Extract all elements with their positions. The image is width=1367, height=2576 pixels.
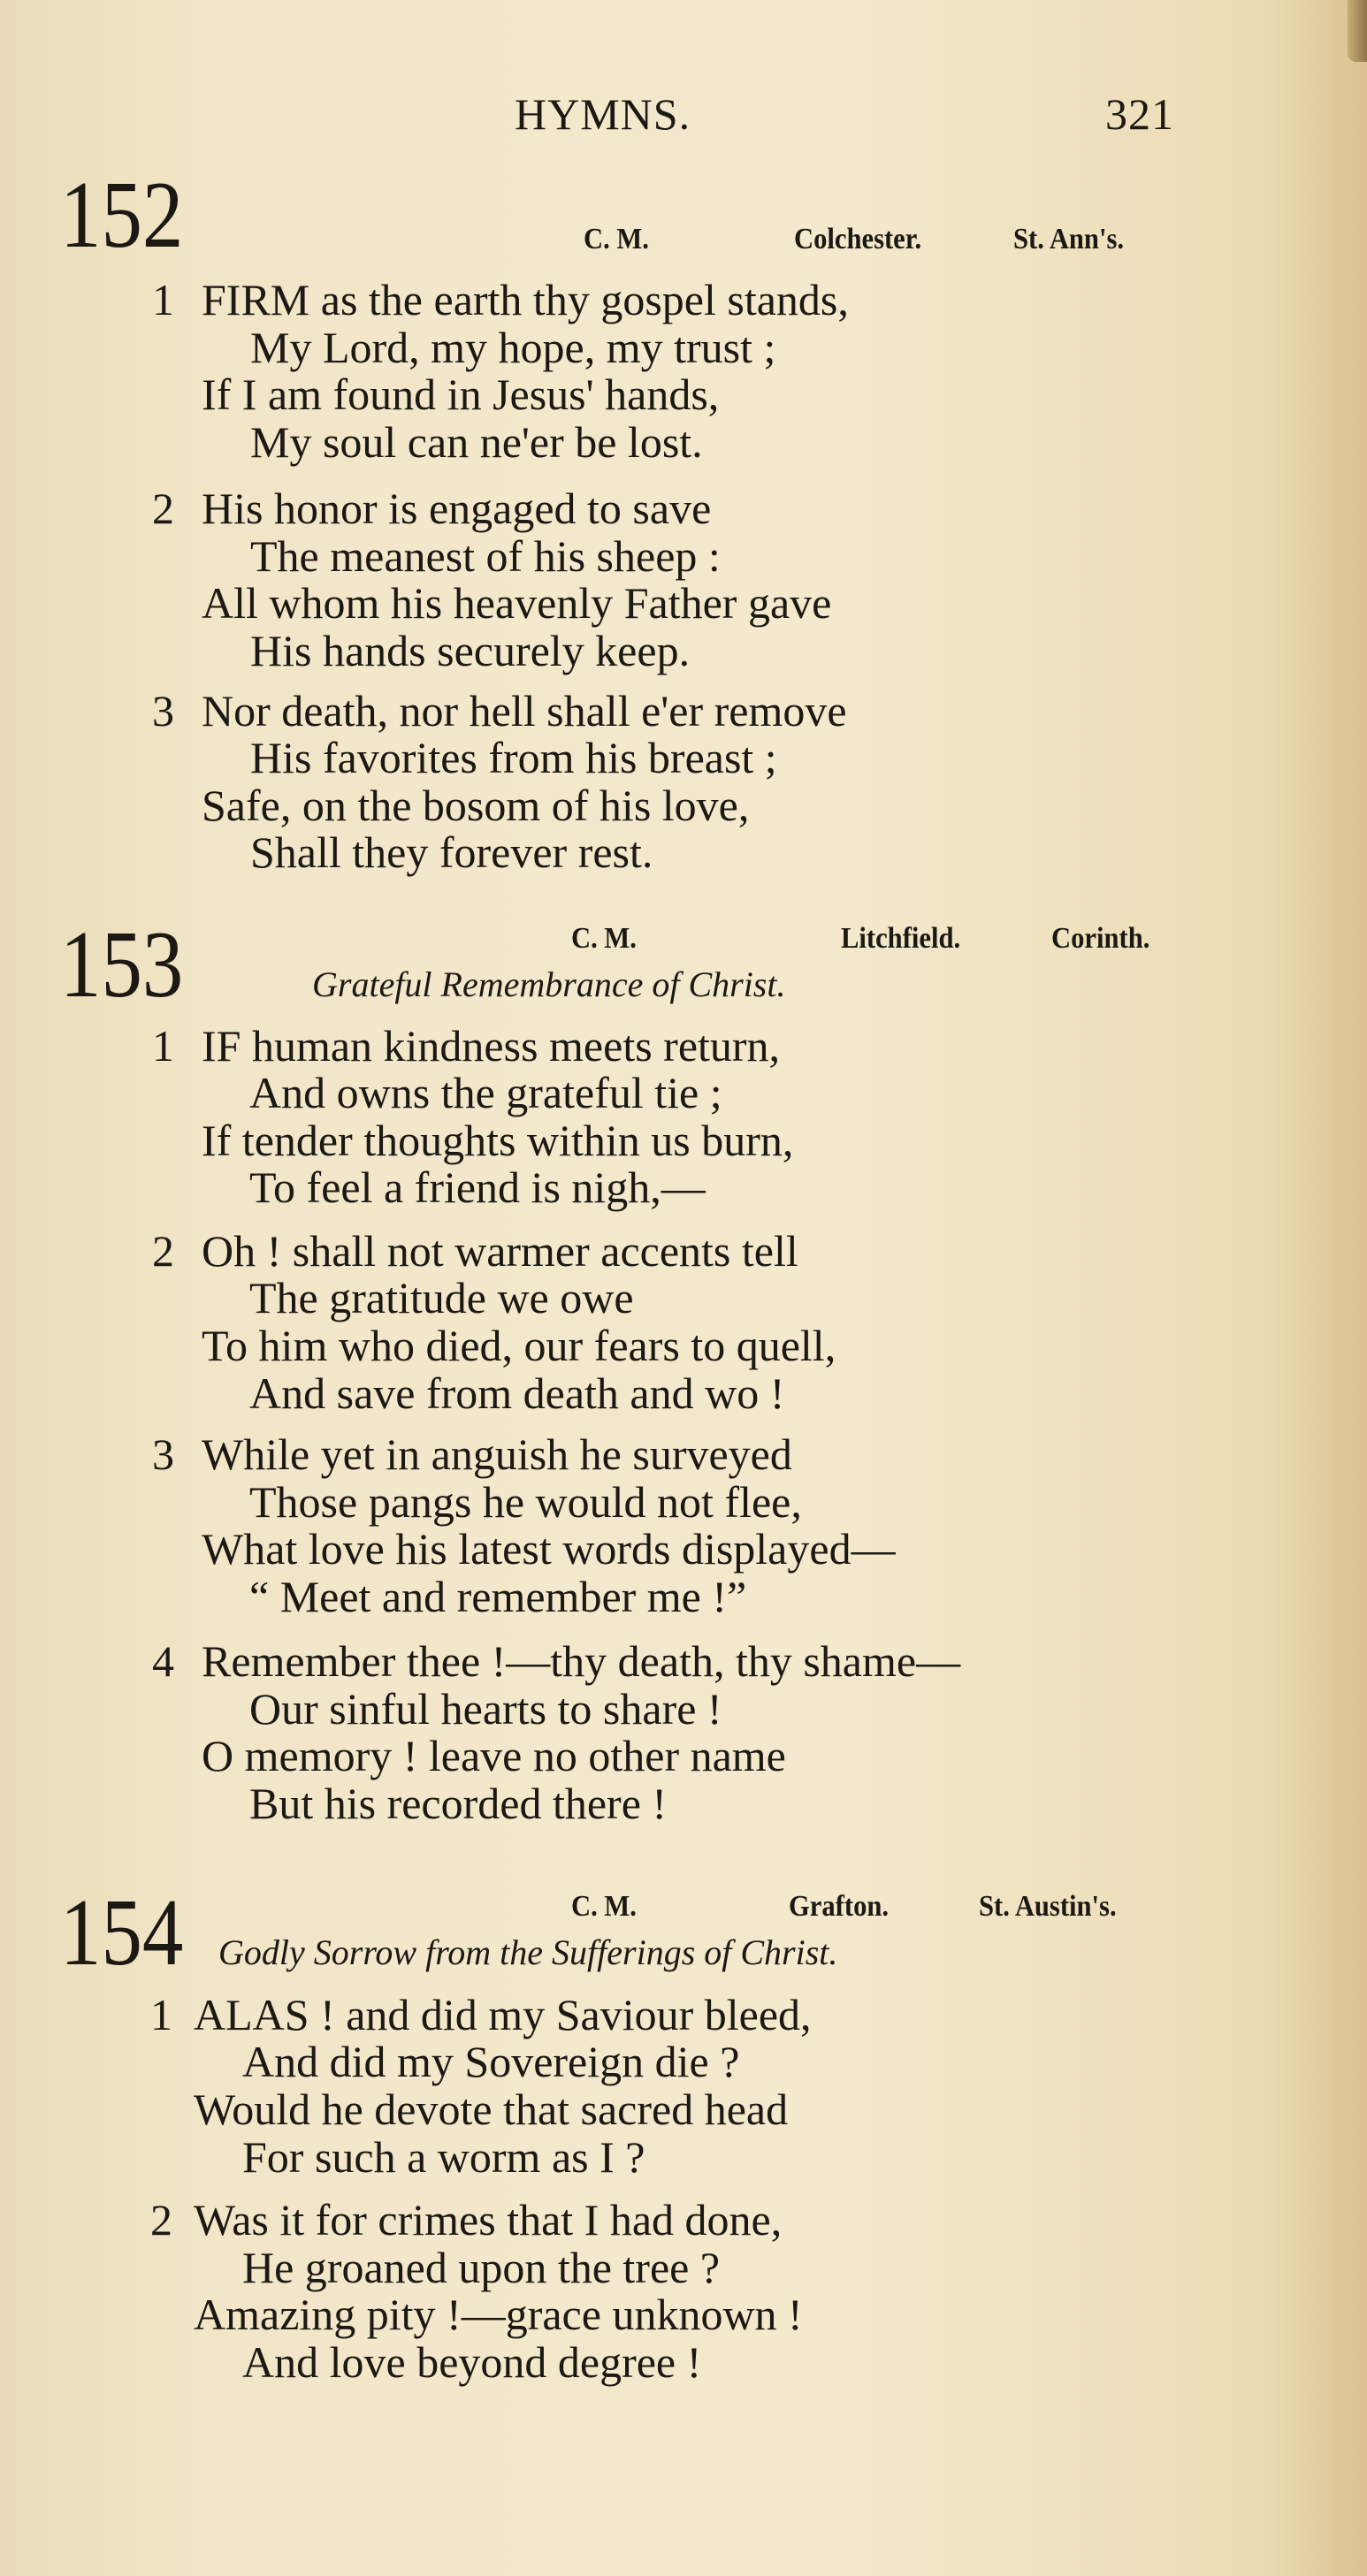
verse-line: IF human kindness meets return, bbox=[202, 1020, 781, 1071]
verse-line: His honor is engaged to save bbox=[202, 483, 712, 533]
hymn-number: 152 bbox=[60, 163, 184, 268]
verse-line: Oh ! shall not warmer accents tell bbox=[202, 1225, 798, 1276]
verse-line: FIRM as the earth thy gospel stands, bbox=[202, 275, 849, 324]
verse-number: 1 bbox=[150, 1989, 172, 2039]
verse-line: O memory ! leave no other name bbox=[202, 1731, 786, 1781]
verse-line: If I am found in Jesus' hands, bbox=[202, 370, 720, 420]
verse-line: Safe, on the bosom of his love, bbox=[202, 780, 750, 830]
hymn-meter: C. M. bbox=[571, 1890, 637, 1923]
hymn-tune: Corinth. bbox=[1051, 922, 1150, 955]
verse-line: While yet in anguish he surveyed bbox=[202, 1429, 792, 1480]
verse-line: Was it for crimes that I had done, bbox=[194, 2195, 783, 2245]
hymn-tune: Grafton. bbox=[789, 1890, 890, 1923]
running-head: HYMNS. bbox=[515, 89, 691, 139]
verse-number: 2 bbox=[150, 2195, 172, 2245]
verse-line: “ Meet and remember me !” bbox=[249, 1571, 747, 1621]
hymn-number: 153 bbox=[60, 912, 184, 1017]
hymn-tune: St. Austin's. bbox=[979, 1890, 1117, 1923]
hymn-number: 154 bbox=[60, 1880, 184, 1985]
verse-line: All whom his heavenly Father gave bbox=[202, 578, 832, 629]
hymn-meter: C. M. bbox=[571, 922, 637, 955]
verse-line: His favorites from his breast ; bbox=[250, 733, 777, 783]
verse-number: 2 bbox=[152, 483, 174, 533]
verse-line: He groaned upon the tree ? bbox=[242, 2242, 721, 2292]
verse-line: My soul can ne'er be lost. bbox=[250, 416, 703, 467]
verse-line: Amazing pity !—grace unknown ! bbox=[194, 2290, 803, 2340]
hymn-meter: C. M. bbox=[584, 223, 649, 255]
verse-line: If tender thoughts within us burn, bbox=[202, 1115, 794, 1165]
verse-number: 2 bbox=[152, 1225, 174, 1276]
page-number: 321 bbox=[1105, 89, 1174, 139]
verse-line: Remember thee !—thy death, thy shame— bbox=[202, 1636, 961, 1687]
verse-line: His hands securely keep. bbox=[250, 625, 691, 675]
verse-line: Would he devote that sacred head bbox=[194, 2084, 789, 2134]
verse-line: For such a worm as I ? bbox=[242, 2131, 645, 2182]
verse-number: 3 bbox=[152, 1429, 174, 1480]
page-edge bbox=[1348, 0, 1367, 62]
verse-line: And save from death and wo ! bbox=[249, 1368, 785, 1418]
hymn-subtitle: Grateful Remembrance of Christ. bbox=[312, 964, 786, 1004]
verse-line: To feel a friend is nigh,— bbox=[249, 1162, 706, 1213]
verse-line: To him who died, our fears to quell, bbox=[202, 1320, 836, 1370]
verse-line: And did my Sovereign die ? bbox=[242, 2037, 740, 2087]
verse-line: What love his latest words displayed— bbox=[202, 1524, 896, 1574]
verse-line: But his recorded there ! bbox=[249, 1779, 668, 1829]
verse-line: And owns the grateful tie ; bbox=[249, 1068, 722, 1118]
hymn-tune: St. Ann's. bbox=[1013, 223, 1125, 255]
verse-line: Our sinful hearts to share ! bbox=[249, 1683, 722, 1734]
hymn-tune: Litchfield. bbox=[841, 922, 961, 955]
verse-line: My Lord, my hope, my trust ; bbox=[250, 322, 776, 372]
hymn-tune: Colchester. bbox=[794, 223, 922, 255]
verse-line: The meanest of his sheep : bbox=[250, 530, 721, 581]
verse-line: ALAS ! and did my Saviour bleed, bbox=[194, 1989, 812, 2039]
verse-number: 3 bbox=[152, 685, 174, 735]
verse-line: And love beyond degree ! bbox=[242, 2336, 702, 2387]
verse-line: The gratitude we owe bbox=[249, 1273, 634, 1323]
verse-number: 1 bbox=[152, 275, 174, 324]
hymn-subtitle: Godly Sorrow from the Sufferings of Christ. bbox=[218, 1932, 838, 1972]
verse-line: Nor death, nor hell shall e'er remove bbox=[202, 685, 847, 735]
verse-number: 4 bbox=[152, 1636, 174, 1687]
verse-line: Those pangs he would not flee, bbox=[249, 1476, 802, 1527]
verse-line: Shall they forever rest. bbox=[250, 827, 653, 878]
verse-number: 1 bbox=[152, 1020, 174, 1071]
